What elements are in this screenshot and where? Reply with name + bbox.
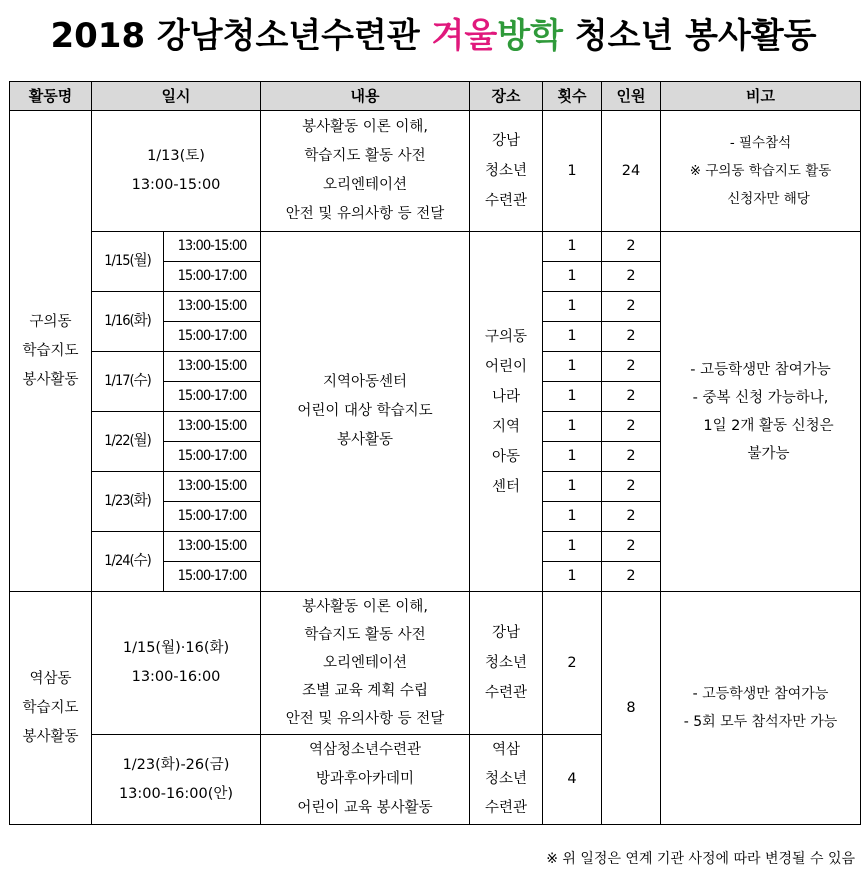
time-slot: 13:00-15:00	[164, 292, 261, 322]
title-vacation: 방학	[497, 16, 563, 56]
header-row	[10, 82, 861, 111]
slot-people: 2	[602, 562, 661, 592]
time-slot: 15:00-17:00	[164, 442, 261, 472]
time-slot: 15:00-17:00	[164, 382, 261, 412]
orientation-date: 1/13(토) 13:00-15:00	[92, 111, 261, 232]
time-slot: 15:00-17:00	[164, 262, 261, 292]
center-content: 지역아동센터 어린이 대상 학습지도 봉사활동	[261, 232, 470, 592]
day-label: 1/23(화)	[92, 472, 164, 532]
time-slot: 15:00-17:00	[164, 562, 261, 592]
header-activity: 활동명	[10, 82, 92, 111]
footnote: ※ 위 일정은 연계 기관 사정에 따라 변경될 수 있음	[546, 851, 855, 867]
header-notes: 비고	[661, 82, 861, 111]
yeoksam-notes: - 고등학생만 참여가능 - 5회 모두 참석자만 가능	[661, 592, 861, 825]
table-row	[10, 232, 861, 262]
yeoksam-activity-date: 1/23(화)-26(금) 13:00-16:00(안)	[92, 735, 261, 825]
title-winter: 겨울	[431, 16, 498, 56]
day-label: 1/24(수)	[92, 532, 164, 592]
activity-name-guui: 구의동 학습지도 봉사활동	[10, 111, 92, 592]
yeoksam-orientation-place: 강남 청소년 수련관	[470, 592, 543, 735]
time-slot: 15:00-17:00	[164, 502, 261, 532]
slot-count: 1	[543, 352, 602, 382]
slot-count: 1	[543, 382, 602, 412]
slot-people: 2	[602, 322, 661, 352]
time-slot: 13:00-15:00	[164, 532, 261, 562]
center-place: 구의동 어린이 나라 지역 아동 센터	[470, 232, 543, 592]
day-label: 1/22(월)	[92, 412, 164, 472]
activity-name-yeoksam: 역삼동 학습지도 봉사활동	[10, 592, 92, 825]
slot-count: 1	[543, 472, 602, 502]
center-notes: - 고등학생만 참여가능 - 중복 신청 가능하나, 1일 2개 활동 신청은 불가능	[661, 232, 861, 592]
slot-people: 2	[602, 502, 661, 532]
table-row	[10, 111, 861, 232]
title-prefix: 2018 강남청소년수련관	[50, 16, 432, 56]
page-title	[0, 8, 867, 57]
slot-people: 2	[602, 472, 661, 502]
header-datetime: 일시	[92, 82, 261, 111]
day-label: 1/16(화)	[92, 292, 164, 352]
slot-people: 2	[602, 442, 661, 472]
slot-count: 1	[543, 502, 602, 532]
header-people: 인원	[602, 82, 661, 111]
yeoksam-orientation-date: 1/15(월)·16(화) 13:00-16:00	[92, 592, 261, 735]
time-slot: 15:00-17:00	[164, 322, 261, 352]
yeoksam-people: 8	[602, 592, 661, 825]
slot-count: 1	[543, 412, 602, 442]
slot-count: 1	[543, 442, 602, 472]
slot-people: 2	[602, 412, 661, 442]
slot-count: 1	[543, 562, 602, 592]
table-row	[10, 592, 861, 735]
slot-people: 2	[602, 352, 661, 382]
header-place: 장소	[470, 82, 543, 111]
schedule-table	[9, 81, 861, 825]
slot-count: 1	[543, 292, 602, 322]
header-count: 횟수	[543, 82, 602, 111]
yeoksam-orientation-content: 봉사활동 이론 이해, 학습지도 활동 사전 오리엔테이션 조별 교육 계획 수립 안전 및 유의사항 등 전달	[261, 592, 470, 735]
slot-people: 2	[602, 232, 661, 262]
yeoksam-activity-content: 역삼청소년수련관 방과후아카데미 어린이 교육 봉사활동	[261, 735, 470, 825]
time-slot: 13:00-15:00	[164, 472, 261, 502]
day-label: 1/17(수)	[92, 352, 164, 412]
orientation-content: 봉사활동 이론 이해, 학습지도 활동 사전 오리엔테이션 안전 및 유의사항 등 전달	[261, 111, 470, 232]
slot-count: 1	[543, 532, 602, 562]
orientation-place: 강남 청소년 수련관	[470, 111, 543, 232]
orientation-notes: - 필수참석 ※ 구의동 학습지도 활동 신청자만 해당	[661, 111, 861, 232]
time-slot: 13:00-15:00	[164, 352, 261, 382]
slot-count: 1	[543, 262, 602, 292]
day-label: 1/15(월)	[92, 232, 164, 292]
time-slot: 13:00-15:00	[164, 232, 261, 262]
yeoksam-activity-place: 역삼 청소년 수련관	[470, 735, 543, 825]
title-suffix: 청소년 봉사활동	[562, 16, 817, 56]
orientation-people: 24	[602, 111, 661, 232]
slot-count: 1	[543, 322, 602, 352]
time-slot: 13:00-15:00	[164, 412, 261, 442]
slot-people: 2	[602, 292, 661, 322]
orientation-count: 1	[543, 111, 602, 232]
slot-people: 2	[602, 532, 661, 562]
slot-count: 1	[543, 232, 602, 262]
slot-people: 2	[602, 382, 661, 412]
header-content: 내용	[261, 82, 470, 111]
slot-people: 2	[602, 262, 661, 292]
yeoksam-activity-count: 4	[543, 735, 602, 825]
yeoksam-orientation-count: 2	[543, 592, 602, 735]
